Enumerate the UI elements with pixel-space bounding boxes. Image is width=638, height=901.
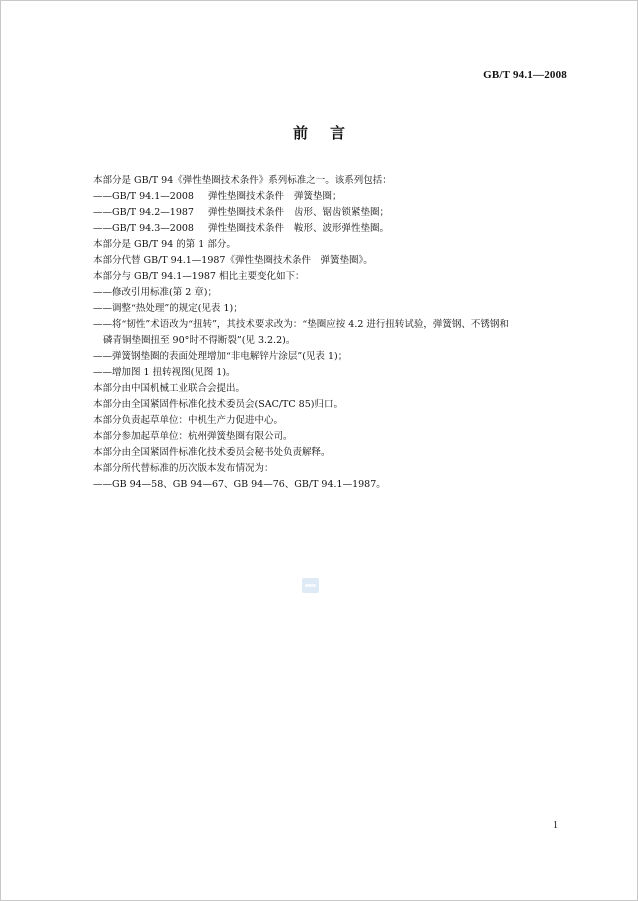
page-number: 1	[553, 820, 558, 831]
change-item: ——增加图 1 扭转视图(见图 1)。	[93, 367, 236, 378]
participant-paragraph: 本部分参加起草单位：杭州弹簧垫圈有限公司。	[93, 431, 293, 442]
series-code: ——GB/T 94.3—2008	[93, 223, 194, 234]
series-item	[93, 189, 573, 205]
series-item	[93, 205, 573, 221]
change-item-line2: 磷青铜垫圈扭至 90°时不得断裂”(见 3.2.2)。	[103, 335, 296, 346]
watermark-logo-icon	[302, 578, 319, 593]
standard-code: GB/T 94.1—2008	[483, 69, 567, 81]
series-name: 弹性垫圈技术条件	[207, 207, 284, 218]
centralized-paragraph: 本部分由全国紧固件标准化技术委员会(SAC/TC 85)归口。	[93, 399, 343, 410]
series-type: 鞍形、波形弹性垫圈。	[293, 223, 389, 234]
proposer-paragraph: 本部分由中国机械工业联合会提出。	[93, 383, 246, 394]
document-body	[93, 173, 573, 493]
series-name: 弹性垫圈技术条件	[207, 191, 284, 202]
replaces-paragraph: 本部分代替 GB/T 94.1—1987《弹性垫圈技术条件 弹簧垫圈》。	[93, 255, 373, 266]
series-type: 弹簧垫圈；	[293, 191, 342, 202]
part-number-paragraph: 本部分是 GB/T 94 的第 1 部分。	[93, 239, 236, 250]
changes-intro: 本部分与 GB/T 94.1—1987 相比主要变化如下：	[93, 271, 305, 282]
history-intro: 本部分所代替标准的历次版本发布情况为：	[93, 463, 274, 474]
change-item-line1: ——将“韧性”术语改为“扭转”，其技术要求改为：“垫圈应按 4.2 进行扭转试验，弹簧钢、不锈钢和	[93, 319, 509, 330]
change-item: ——调整“热处理”的规定(见表 1)；	[93, 303, 243, 314]
series-item	[93, 221, 573, 237]
intro-paragraph: 本部分是 GB/T 94《弹性垫圈技术条件》系列标准之一。该系列包括：	[93, 175, 392, 186]
page-title: 前言	[292, 124, 367, 142]
drafter-paragraph: 本部分负责起草单位：中机生产力促进中心。	[93, 415, 284, 426]
change-item: ——修改引用标准(第 2 章)；	[93, 287, 217, 298]
series-code: ——GB/T 94.2—1987	[93, 207, 194, 218]
series-code: ——GB/T 94.1—2008	[93, 191, 194, 202]
series-name: 弹性垫圈技术条件	[207, 223, 284, 234]
change-item: ——弹簧钢垫圈的表面处理增加“非电解锌片涂层”(见表 1)；	[93, 351, 348, 362]
series-type: 齿形、锯齿锁紧垫圈；	[293, 207, 389, 218]
interpretation-paragraph: 本部分由全国紧固件标准化技术委员会秘书处负责解释。	[93, 447, 331, 458]
history-list: ——GB 94—58、GB 94—67、GB 94—76、GB/T 94.1—1987。	[93, 479, 386, 490]
